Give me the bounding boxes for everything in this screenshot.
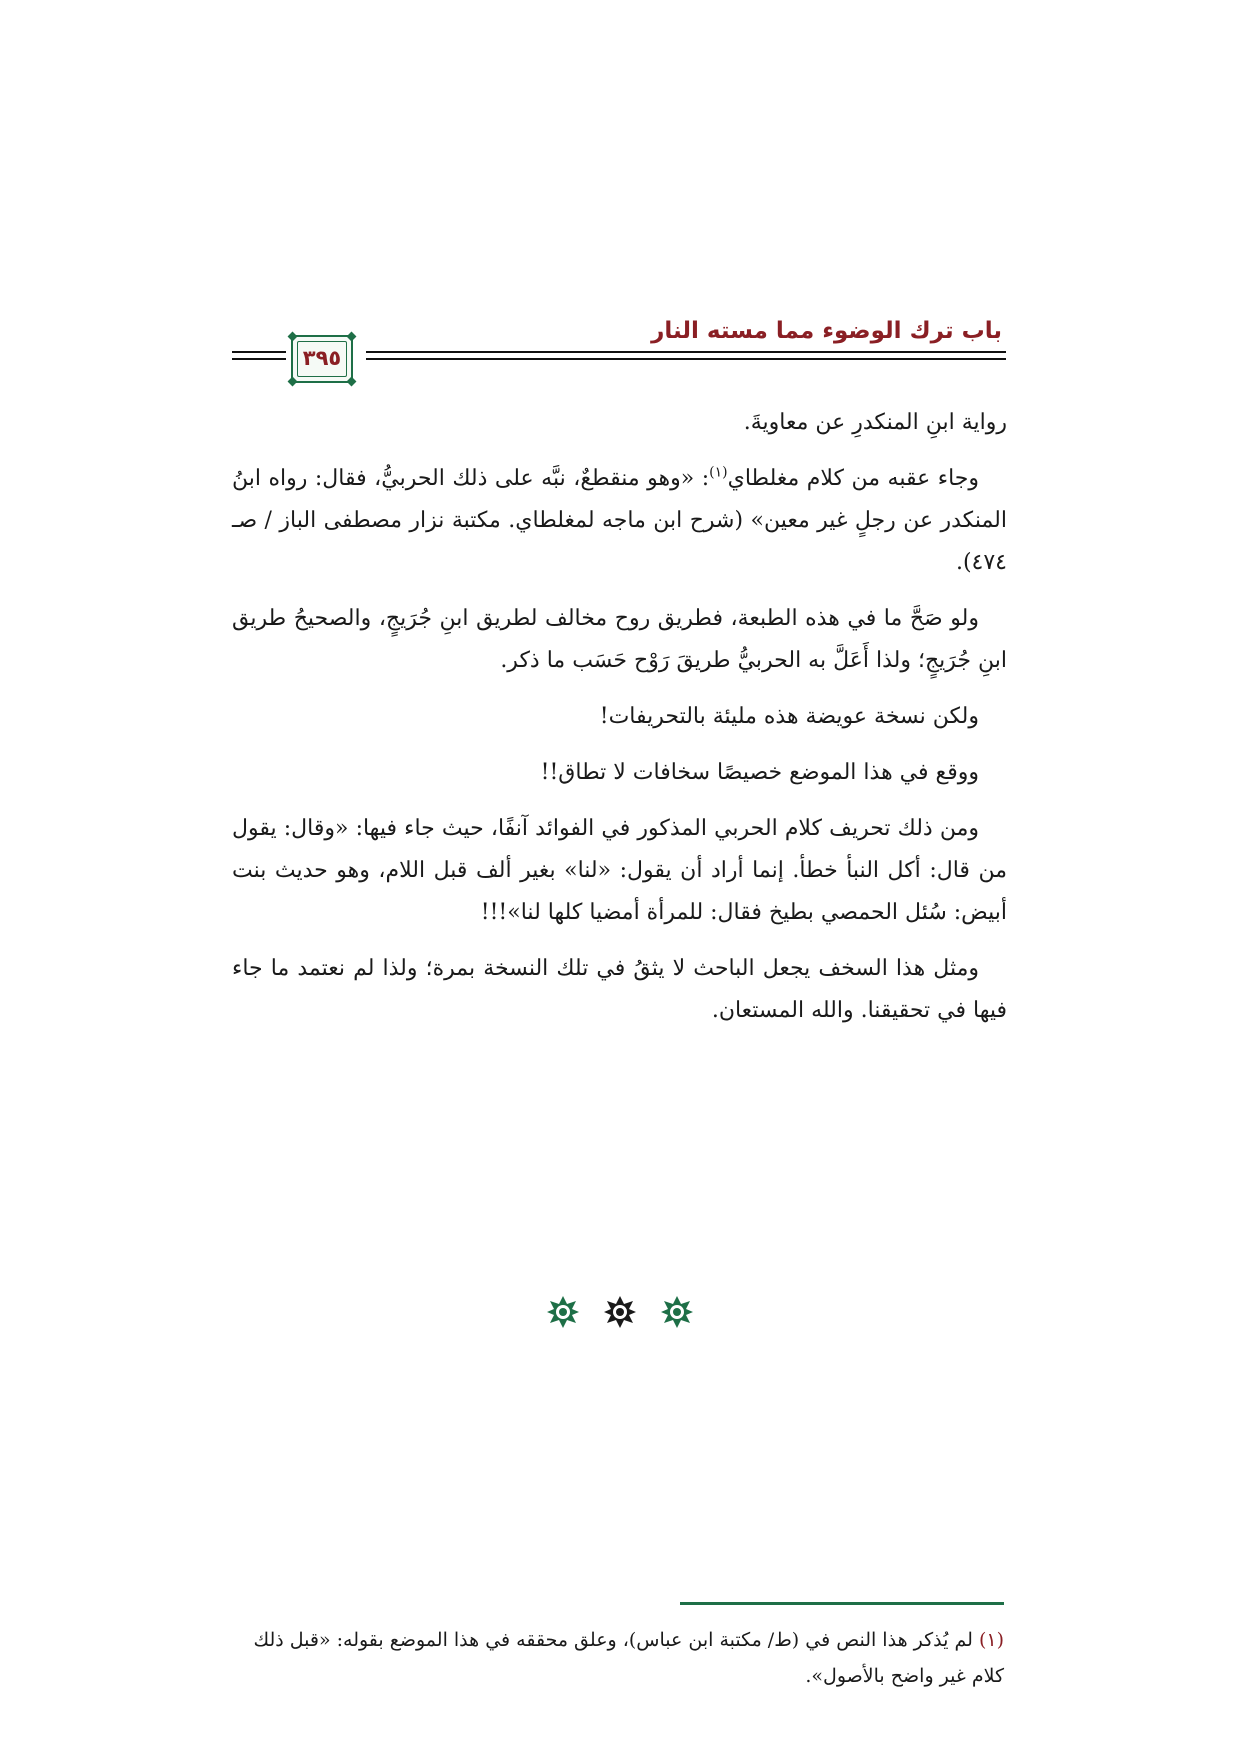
footnote-reference[interactable]: (١)	[709, 464, 728, 481]
paragraph-1: رواية ابنِ المنكدرِ عن معاويةَ.	[743, 410, 1007, 435]
green-flower-icon	[546, 1295, 580, 1329]
chapter-title: باب ترك الوضوء مما مسته النار	[651, 318, 1002, 344]
footnote-text: لم يُذكر هذا النص في (ط/ مكتبة ابن عباس)، وعلق محققه في هذا الموضع بقوله: «قبل ذلك كلام غير واضح بالأصول».	[253, 1629, 1004, 1687]
footnotes	[232, 1622, 1004, 1694]
footnote-separator	[680, 1602, 1004, 1605]
paragraph-2-start: وجاء عقبه من كلام مغلطاي	[727, 466, 979, 491]
page-number: ٣٩٥	[302, 346, 342, 370]
black-flower-icon	[603, 1295, 637, 1329]
paragraph-5: ووقع في هذا الموضع خصيصًا سخافات لا تطاق!!	[540, 760, 979, 785]
paragraph-2	[232, 458, 1007, 584]
main-text	[232, 402, 1007, 1046]
paragraph-7: ومثل هذا السخف يجعل الباحث لا يثقُ في تلك النسخة بمرة؛ ولذا لم نعتمد ما جاء فيها في تحقيقنا. والله المستعان.	[232, 956, 1007, 1023]
badge-corner-ornament	[288, 332, 298, 342]
header-rule-left-bottom	[232, 358, 286, 360]
badge-corner-ornament	[347, 377, 357, 387]
paragraph-2-rest: : «وهو منقطعٌ، نبَّه على ذلك الحربيُّ، فقال: رواه ابنُ المنكدر عن رجلٍ غير معين» (شرح ابن ماجه لمغلطاي. مكتبة نزار مصطفى الباز / صـ ٤٧٤).	[232, 466, 1007, 575]
paragraph-4: ولكن نسخة عويضة هذه مليئة بالتحريفات!	[599, 704, 979, 729]
badge-corner-ornament	[288, 377, 298, 387]
badge-corner-ornament	[347, 332, 357, 342]
paragraph-6: ومن ذلك تحريف كلام الحربي المذكور في الفوائد آنفًا، حيث جاء فيها: «وقال: يقول من قال: أكل النبأ خطأ. إنما أراد أن يقول: «لنا» بغير ألف قبل اللام، وهو حديث بنت أبيض: سُئل الحمصي بطيخ فقال: للمرأة أمضيا كلها لنا»!!!	[232, 816, 1007, 925]
header-rule-right-top	[366, 351, 1006, 353]
section-end-ornament	[0, 1295, 1240, 1329]
green-flower-icon	[660, 1295, 694, 1329]
footnote-marker: (١)	[978, 1629, 1004, 1651]
paragraph-3: ولو صَحَّ ما في هذه الطبعة، فطريق روح مخالف لطريق ابنِ جُرَيجٍ، والصحيحُ طريق ابنِ جُرَيجٍ؛ ولذا أَعَلَّ به الحربيُّ طريقَ رَوْح حَسَب ما ذكر.	[232, 606, 1007, 673]
page-number-badge	[291, 335, 353, 383]
footnote-1	[232, 1622, 1004, 1694]
header-rule-left-top	[232, 351, 286, 353]
header-rule-right-bottom	[366, 358, 1006, 360]
